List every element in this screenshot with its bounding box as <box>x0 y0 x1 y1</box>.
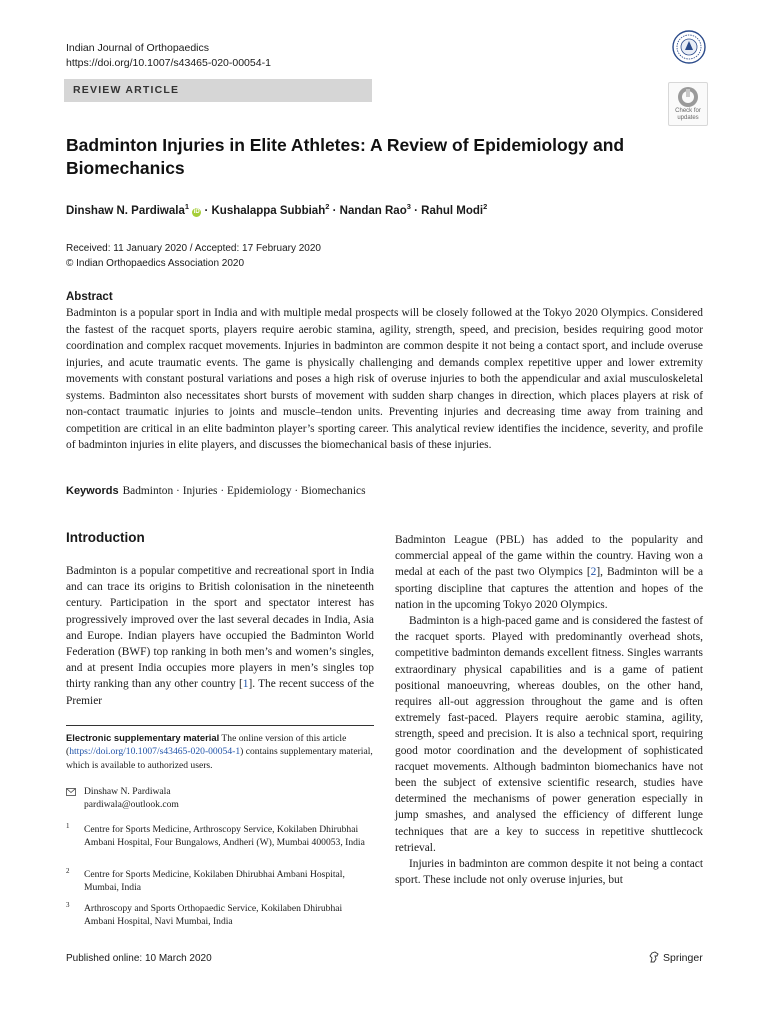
abstract-heading: Abstract <box>66 291 113 303</box>
author-name[interactable]: Kushalappa Subbiah <box>211 204 326 217</box>
author-affiliation-marker: 2 <box>483 202 488 211</box>
published-online-date: Published online: 10 March 2020 <box>66 953 212 964</box>
author-separator: · <box>410 204 422 217</box>
journal-name: Indian Journal of Orthopaedics <box>66 42 210 54</box>
author-affiliation-marker: 3 <box>406 202 411 211</box>
check-for-updates-button[interactable] <box>668 82 708 126</box>
left-column-text <box>66 563 374 709</box>
journal-header <box>66 41 271 71</box>
keywords-label: Keywords <box>66 485 119 497</box>
contact-email[interactable]: pardiwala@outlook.com <box>84 799 179 811</box>
journal-seal-icon <box>672 30 706 64</box>
author-separator: · <box>329 204 340 217</box>
article-type-label: REVIEW ARTICLE <box>73 84 180 96</box>
paragraph: Badminton is a high-paced game and is considered the fastest of the racquet sports. Played with predominantly overhead shots, competitive badminton demands excellent fitness. Singles warrants extraordinary physical capabilities and is a game of patient positional manoeuvring, whereas doubles, on the other hand, requires all-out aggression throughout the game and is often extremely fast-paced. Players require aerobic stamina, agility, strength, speed and precision. It is also a technical sport, requiring good motor coordination and the development of sophisticated racquet movements. Although badminton biomechanics have not been the subject of extensive scientific research, studies have determined the mechanisms of power generation especially in jump smashes, and analysed the efficiency of different lunge techniques that are a key to success in repetitive shuttlecock retrieval. <box>395 615 703 854</box>
author-affiliation-marker: 2 <box>325 202 330 211</box>
supplementary-material-note: Electronic supplementary material The online version of this article (https://doi.org/10.1007/s43465-020-00054-1) contains supplementary material, which is available to authorized users. <box>66 732 373 771</box>
right-column-text <box>395 532 703 888</box>
corresponding-author <box>66 785 374 812</box>
springer-horse-icon <box>648 951 660 963</box>
received-accepted-date: Received: 11 January 2020 / Accepted: 17 February 2020 <box>66 243 321 254</box>
author-name[interactable]: Dinshaw N. Pardiwala <box>66 204 185 217</box>
author-list <box>66 202 487 217</box>
author-separator: · <box>201 204 212 217</box>
author-name[interactable]: Rahul Modi <box>421 204 484 217</box>
article-type-bar <box>64 79 372 102</box>
esm-doi-link[interactable]: https://doi.org/10.1007/s43465-020-00054-1 <box>69 746 241 758</box>
citation-link[interactable]: 2 <box>590 566 597 579</box>
paragraph: Badminton League (PBL) has added to the popularity and commercial appeal of the game within the country. Having won a medal at each of the past two Olympics [2], Badminton will be a sporting discipline that captures the attention and hopes of the nation in the upcoming Tokyo 2020 Olympics. <box>395 534 704 611</box>
orcid-icon[interactable]: iD <box>193 208 200 215</box>
introduction-heading: Introduction <box>66 530 145 545</box>
publisher-logo <box>648 951 703 964</box>
article-title: Badminton Injuries in Elite Athletes: A Review of Epidemiology and Biomechanics <box>66 135 625 178</box>
contact-name: Dinshaw N. Pardiwala <box>84 786 171 797</box>
footnote-divider <box>66 725 374 726</box>
affiliation-1: 1 Centre for Sports Medicine, Arthroscopy Service, Kokilaben Dhirubhai Ambani Hospital, Four Bungalows, Andheri (W), Mumbai 400053, India <box>66 822 365 849</box>
author-affiliation-marker: 1 <box>184 202 190 211</box>
affiliation-2: 2 Centre for Sports Medicine, Kokilaben Dhirubhai Ambani Hospital, Mumbai, India <box>66 867 345 894</box>
paragraph: Injuries in badminton are common despite it not being a contact sport. These include not only overuse injuries, but <box>395 858 703 887</box>
publisher-name: Springer <box>663 952 703 964</box>
envelope-icon <box>66 787 76 795</box>
paragraph: Badminton is a popular competitive and recreational sport in India and can trace its origins to British colonisation in the nineteenth century. Participation in the sport and spectator interest has progressively improved over the last several decades in India, Asia and Europe. Indian players have occupied the Badminton World Federation (BWF) top ranking in both men’s and women’s singles, and at present India occupies more players in men’s singles top thirty ranking than any other country [1]. The recent success of the Premier <box>66 565 374 707</box>
abstract-text: Badminton is a popular sport in India and with multiple medal prospects will be closely followed at the Tokyo 2020 Olympics. Considered the fastest of the racquet sports, players require aerobic stamina, agility, strength, speed, and precision, besides requiring good motor coordination and complex racquet movements. Injuries in badminton are common despite it not being a contact sport, and include overuse injuries, and acute traumatic events. The game is physically challenging and demands complex repetitive upper and lower extremity movements with constant postural variations and poses a high risk of overuse injuries to both the appendicular and axial musculoskeletal systems. Badminton also necessitates short bursts of movement with sudden sharp changes in direction, which places players at risk of non-contact traumatic injuries to joints and muscle–tendon units. Preventing injuries and decreasing time away from training and competition are critical in an elite badminton player’s sporting career. This analytical review identifies the incidence, severity, and profile of badminton injuries in elite players, and discusses the biomechanical basis of these injuries. <box>66 307 703 451</box>
keywords <box>66 485 366 497</box>
check-for-updates-icon <box>677 86 699 108</box>
check-for-updates-label: Check for updates <box>675 108 701 121</box>
affiliation-3: 3 Arthroscopy and Sports Orthopaedic Service, Kokilaben Dhirubhai Ambani Hospital, Navi Mumbai, India <box>66 901 343 928</box>
esm-label: Electronic supplementary material <box>66 732 220 743</box>
copyright-notice: © Indian Orthopaedics Association 2020 <box>66 258 245 269</box>
author-name[interactable]: Nandan Rao <box>339 204 407 217</box>
keywords-list: Badminton · Injuries · Epidemiology · Biomechanics <box>122 485 366 497</box>
doi-link[interactable]: https://doi.org/10.1007/s43465-020-00054-1 <box>66 57 271 69</box>
publication-dates <box>66 241 321 271</box>
citation-link[interactable]: 1 <box>242 678 249 691</box>
